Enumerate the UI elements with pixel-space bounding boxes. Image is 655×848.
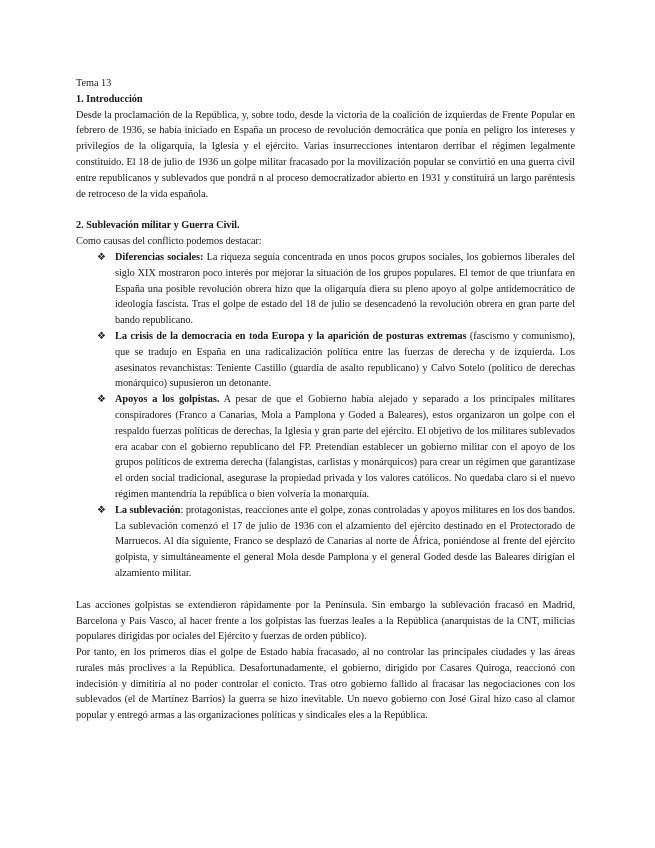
document-page [76, 76, 575, 724]
diamond-bullet-icon: ❖ [97, 504, 106, 516]
list-item [97, 503, 576, 582]
section-2-title: 2. Sublevación militar y Guerra Civil. [76, 220, 240, 232]
topic-heading: Tema 13 [76, 78, 112, 89]
paragraph-spacer [76, 582, 575, 598]
list-item-lead: Diferencias sociales: [115, 251, 204, 263]
section-1-title: 1. Introducción [76, 93, 143, 105]
list-item-text: La riqueza seguía concentrada en unos pocos grupos sociales, los gobiernos liberales del siglo XIX mostraron poco interés por mejorar la situación de los grupos populares. El temor de que triunfara en España una posible revolución obrera hizo que la oligarquía diera su pleno apoyo al golpe antidemocrático de ideología fascista. Tras el golpe de estado del 18 de julio se desencadenó la revolución obrera en gran parte del bando republicano. [115, 251, 575, 327]
list-item-text: : protagonistas, reacciones ante el golpe, zonas controladas y apoyos militares en los dos bandos. La sublevación comenzó el 17 de julio de 1936 con el alzamiento del ejército destinado en el Protectorado de Marruecos. Al día siguiente, Franco se desplazó de Canarias al norte de África, poniéndose al frente del ejército golpista, y simultáneamente el general Mola desde Pamplona y el general Goded desde las Baleares dirigían el alzamiento militar. [115, 504, 576, 579]
closing-paragraph-2: Por tanto, en los primeros días el golpe de Estado había fracasado, al no controlar las principales ciudades y las áreas rurales más proclives a la República. Desafortunadamente, el gobierno, dirigido por Casares Quiroga, reaccionó con indecisión y dimitiría al no poder controlar el conicto. Tras otro gobierno fallido al fracasar las negociaciones con los sublevados (el de Martínez Barrios) la guerra se hizo inevitable. Un nuevo gobierno con José Giral hizo caso al clamor popular y entregó armas a las organizaciones políticas y sindicales eles a la República. [76, 647, 575, 722]
diamond-bullet-icon: ❖ [97, 330, 106, 342]
section-2-intro: Como causas del conflicto podemos destacar: [76, 236, 262, 248]
list-item [97, 329, 575, 392]
list-item-lead: La sublevación [115, 504, 181, 516]
list-item-text: (fascismo y comunismo), que se tradujo en España en una radicalización política entre las fuerzas de derecha y de izquierda. Los asesinatos revanchistas: Teniente Castillo (guardia de asalto republicano) y Calvo Sotelo (político de derechas monárquico) supusieron un detonante. [115, 330, 575, 390]
section-1-paragraph: Desde la proclamación de la República, y, sobre todo, desde la victoria de la coalición de izquierdas de Frente Popular en febrero de 1936, se había iniciado en España un proceso de revolución democrática que ponía en peligro los intereses y privilegios de la oligarquía, la Iglesia y el ejército. Varias insurrecciones intentaron derribar el régimen legalmente constituido. El 18 de julio de 1936 un golpe militar fracasado por la movilización popular se convirtió en una guerra civil entre republicanos y sublevados que pondrá n al proceso democratizador abierto en 1931 y constituirá un largo paréntesis de retroceso de la vida española. [76, 109, 575, 200]
list-item-text: A pesar de que el Gobierno había alejado y separado a los principales militares conspiradores (Franco a Canarias, Mola a Pamplona y Goded a Baleares), estos organizaron un golpe con el respaldo fuerzas políticas de derechas, la Iglesia y gran parte del ejército. El objetivo de los militares sublevados era acabar con el gobierno republicano del FP. Pretendían establecer un gobierno militar con el apoyo de los grupos políticos de extrema derecha (falangistas, carlistas y monárquicos) para crear un régimen que garantizase el orden social tradicional, asegurase la propiedad privada y los valores católicos. No quedaba claro si el nuevo régimen mantendría la república o bien volvería la monarquía. [115, 394, 575, 500]
causes-list [76, 250, 575, 582]
list-item [97, 250, 575, 329]
diamond-bullet-icon: ❖ [97, 251, 106, 263]
list-item [97, 392, 575, 503]
diamond-bullet-icon: ❖ [97, 394, 106, 406]
closing-paragraph-1: Las acciones golpistas se extendieron rápidamente por la Península. Sin embargo la sublevación fracasó en Madrid, Barcelona y País Vasco, al hacer frente a los golpistas las fuerzas leales a la República (anarquistas de la CNT, milicias populares dirigidas por ociales del Ejército y fuerzas de orden público). [76, 599, 575, 643]
list-item-lead: La crisis de la democracia en toda Europa y la aparición de posturas extremas [115, 330, 467, 342]
list-item-lead: Apoyos a los golpistas. [115, 394, 220, 406]
